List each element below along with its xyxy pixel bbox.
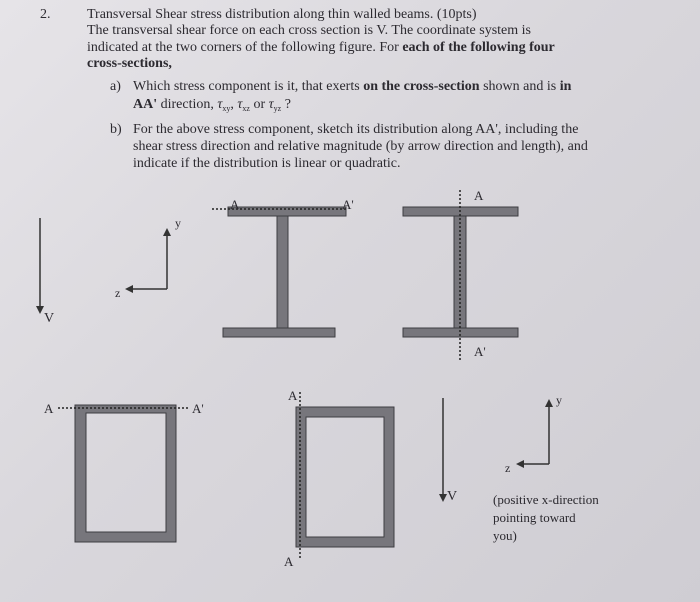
- ibeam-2-label-a-prime: A': [474, 344, 486, 359]
- box-2-label-a-bottom: A: [284, 554, 294, 569]
- axis-z-label-top: z: [115, 286, 121, 300]
- box-section-1: [75, 405, 176, 542]
- i-beam-1: [223, 207, 346, 337]
- part-a-label: a): [110, 79, 121, 94]
- tau-yz-subscript: yz: [273, 104, 282, 113]
- ibeam-2-label-a: A: [474, 188, 484, 203]
- box-2-label-a: A: [288, 388, 298, 403]
- part-a-bold-2: in: [559, 79, 572, 94]
- tau-yz-symbol: τ: [268, 97, 274, 112]
- part-a-text-1: Which stress component is it, that exerts: [133, 79, 364, 94]
- problem-line-3-bold: each of the following four: [402, 40, 555, 55]
- part-a-direction: direction,: [157, 97, 218, 112]
- axis-y-label-top: y: [175, 216, 181, 230]
- box-1-label-a: A: [44, 401, 54, 416]
- or-text: or: [249, 97, 269, 112]
- axis-note-line-3: you): [493, 528, 517, 543]
- ibeam-1-label-a: A: [230, 197, 240, 212]
- question-mark: ?: [281, 97, 291, 112]
- problem-line-4: cross-sections,: [87, 56, 172, 71]
- tau-xy-symbol: τ: [217, 97, 223, 112]
- part-a-aa-label: AA': [133, 97, 158, 112]
- problem-number: 2.: [40, 7, 51, 22]
- problem-title: Transversal Shear stress distribution along thin walled beams. (10pts): [87, 7, 477, 22]
- axis-y-label-bottom: y: [556, 393, 562, 407]
- tau-xy-subscript: xy: [222, 104, 231, 113]
- tau-xz-subscript: xz: [242, 104, 250, 113]
- axis-z-label-bottom: z: [505, 461, 511, 475]
- axis-note-line-2: pointing toward: [493, 510, 576, 525]
- part-b-line-3: indicate if the distribution is linear or quadratic.: [133, 156, 401, 171]
- problem-line-3-text: indicated at the two corners of the following figure. For: [87, 40, 403, 55]
- shear-force-label-top: V: [44, 311, 55, 326]
- ibeam-1-label-a-prime: A': [342, 197, 354, 212]
- part-b-label: b): [110, 122, 122, 137]
- box-section-2: [296, 407, 394, 547]
- coordinate-axes-bottom: [518, 401, 549, 464]
- tau-xz-symbol: τ: [237, 97, 243, 112]
- coordinate-axes-top: [127, 230, 167, 289]
- part-b-line-2: shear stress direction and relative magnitude (by arrow direction and length), and: [133, 139, 588, 154]
- part-a-bold-1: on the cross-section: [363, 79, 480, 94]
- part-b-line-1: For the above stress component, sketch its distribution along AA', including the: [133, 122, 579, 137]
- axis-note-line-1: (positive x-direction: [493, 492, 599, 507]
- part-a-line-2: AA' direction, $\tau_{xy}$, $\tau_{xz}$ or $\tau_{yz}$ ?: [133, 97, 291, 113]
- problem-line-2: The transversal shear force on each cross section is V. The coordinate system is: [87, 23, 531, 38]
- part-a-text-2: shown and is: [479, 79, 560, 94]
- shear-force-label-bottom: V: [447, 489, 458, 504]
- box-1-label-a-prime: A': [192, 401, 204, 416]
